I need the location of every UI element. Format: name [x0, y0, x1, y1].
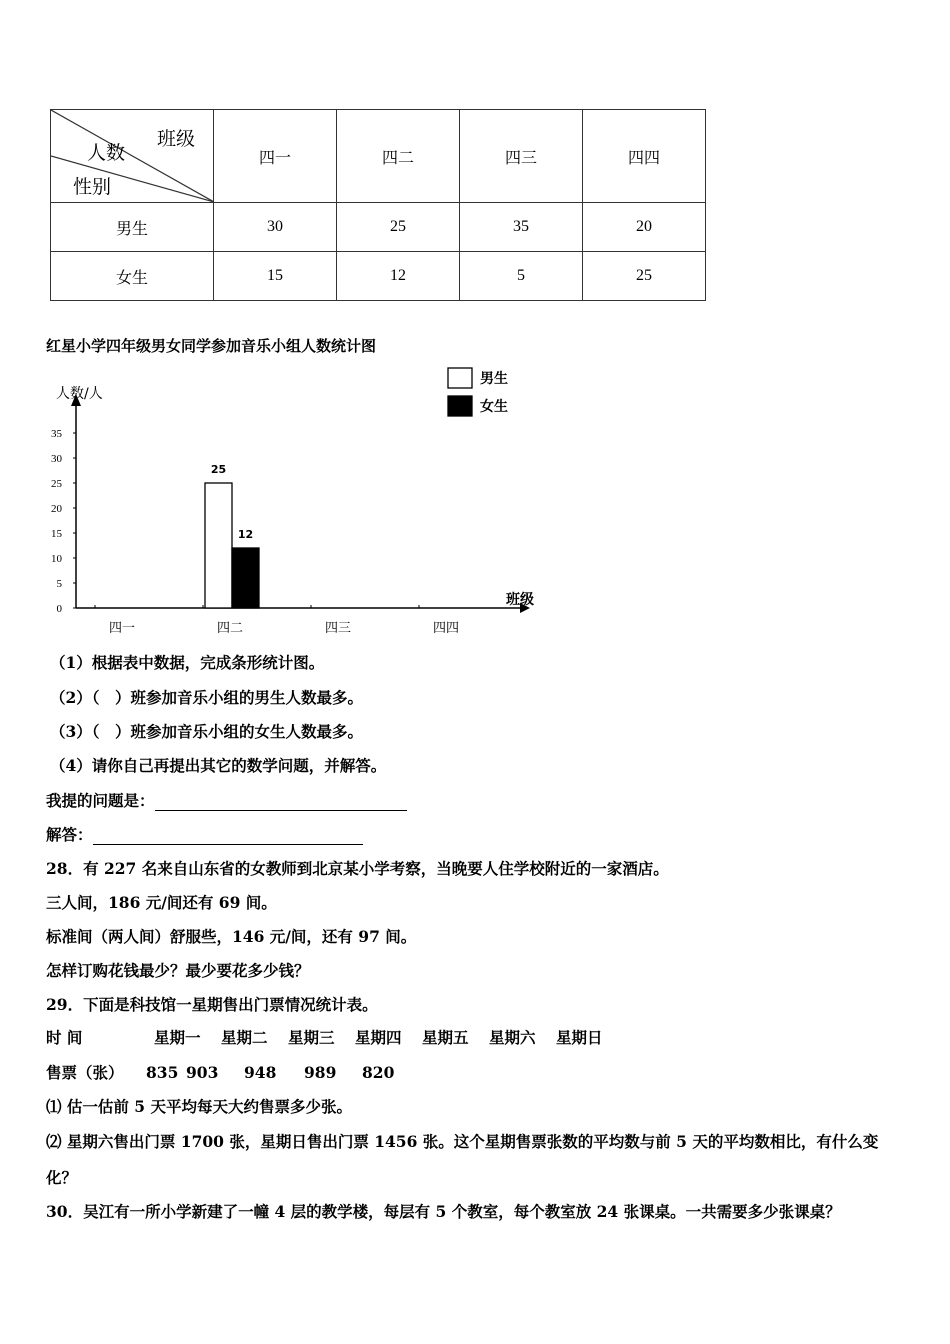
corner-gender-label: 性别 — [73, 176, 112, 198]
legend-label: 女生 — [480, 399, 508, 415]
ticket-value: 903 — [186, 1063, 219, 1082]
x-tick-label: 四二 — [216, 621, 244, 636]
y-tick-label: 35 — [51, 428, 62, 440]
y-tick-label: 0 — [56, 603, 62, 615]
answer-line — [46, 823, 363, 845]
problem-28-line-1: 28．有 227 名来自山东省的女教师到北京某小学考察，当晚要人住学校附近的一家酒店。 — [46, 859, 669, 878]
corner-count-label: 人数 — [87, 142, 126, 164]
ticket-label: 售票（张） — [46, 1063, 124, 1082]
column-header: 四一 — [214, 110, 337, 203]
day-label: 星期三 — [288, 1028, 335, 1047]
y-tick-label: 15 — [51, 528, 62, 540]
problem-29-sub-1: ⑴ 估一估前 5 天平均每天大约售票多少张。 — [46, 1097, 352, 1116]
problem-29-intro: 29．下面是科技馆一星期售出门票情况统计表。 — [46, 995, 378, 1014]
y-tick-label: 30 — [51, 453, 62, 465]
table-cell: 5 — [460, 252, 583, 301]
day-label: 星期二 — [221, 1028, 268, 1047]
ticket-value: 948 — [244, 1063, 277, 1082]
day-label: 星期六 — [489, 1028, 536, 1047]
problem-28-line-4: 怎样订购花钱最少？最少要花多少钱？ — [46, 961, 310, 980]
bar-data-label: 25 — [210, 463, 227, 476]
x-tick-label: 四一 — [108, 621, 136, 636]
table-cell: 12 — [337, 252, 460, 301]
day-label: 星期一 — [154, 1028, 201, 1047]
ticket-value: 989 — [304, 1063, 337, 1082]
day-label: 星期日 — [556, 1028, 603, 1047]
problem-29-sub-2: ⑵ 星期六售出门票 1700 张，星期日售出门票 1456 张。这个星期售票张数的平均数与前 5 天的平均数相比，有什么变 — [46, 1132, 879, 1151]
problem-29-days-row — [46, 1026, 603, 1048]
question-2: （2）（ ）班参加音乐小组的男生人数最多。 — [50, 688, 364, 707]
corner-class-label: 班级 — [157, 128, 196, 150]
x-tick-label: 四四 — [432, 621, 460, 636]
problem-30: 30．吴江有一所小学新建了一幢 4 层的教学楼，每层有 5 个教室，每个教室放 24 张课桌。一共需要多少张课桌？ — [46, 1202, 841, 1221]
time-label: 时 间 — [46, 1028, 83, 1047]
problem-29-tickets-row — [46, 1061, 394, 1083]
table-row — [51, 252, 706, 301]
question-4: （4）请你自己再提出其它的数学问题，并解答。 — [50, 756, 387, 775]
y-tick-label: 5 — [56, 578, 62, 590]
ask-line — [46, 789, 407, 811]
bar-boys — [205, 483, 232, 608]
class-data-table — [50, 109, 706, 301]
day-label: 星期五 — [422, 1028, 469, 1047]
question-3: （3）（ ）班参加音乐小组的女生人数最多。 — [50, 722, 364, 741]
ticket-value: 820 — [362, 1063, 395, 1082]
table-cell: 25 — [337, 203, 460, 252]
bar-girls — [232, 548, 259, 608]
x-axis-label: 班级 — [506, 592, 534, 608]
legend-label: 男生 — [480, 371, 508, 387]
ask-label: 我提的问题是： — [46, 791, 155, 810]
question-1: （1）根据表中数据，完成条形统计图。 — [50, 653, 325, 672]
column-header: 四四 — [583, 110, 706, 203]
chart-title: 红星小学四年级男女同学参加音乐小组人数统计图 — [46, 337, 377, 355]
y-tick-label: 20 — [51, 503, 62, 515]
table-corner-header — [51, 110, 214, 203]
problem-29-sub-2-cont: 化？ — [46, 1168, 78, 1187]
table-cell: 35 — [460, 203, 583, 252]
column-header: 四三 — [460, 110, 583, 203]
bar-chart — [40, 360, 540, 640]
x-tick-label: 四三 — [324, 621, 352, 636]
ticket-value: 835 — [146, 1063, 179, 1082]
answer-blank[interactable] — [93, 828, 363, 845]
legend-swatch-girls — [448, 396, 472, 416]
table-cell: 15 — [214, 252, 337, 301]
column-header: 四二 — [337, 110, 460, 203]
table-cell: 30 — [214, 203, 337, 252]
legend-swatch-boys — [448, 368, 472, 388]
table-cell: 25 — [583, 252, 706, 301]
y-axis-label: 人数/人 — [56, 386, 103, 402]
y-tick-label: 25 — [51, 478, 62, 490]
day-label: 星期四 — [355, 1028, 402, 1047]
table-row — [51, 203, 706, 252]
problem-28-line-3: 标准间（两人间）舒服些，146 元/间，还有 97 间。 — [46, 927, 417, 946]
answer-label: 解答： — [46, 825, 93, 844]
bar-data-label: 12 — [237, 528, 254, 541]
table-cell: 20 — [583, 203, 706, 252]
row-label: 男生 — [51, 203, 214, 252]
y-tick-label: 10 — [51, 553, 62, 565]
row-label: 女生 — [51, 252, 214, 301]
problem-28-line-2: 三人间，186 元/间还有 69 间。 — [46, 893, 277, 912]
ask-answer-blank[interactable] — [155, 794, 407, 811]
